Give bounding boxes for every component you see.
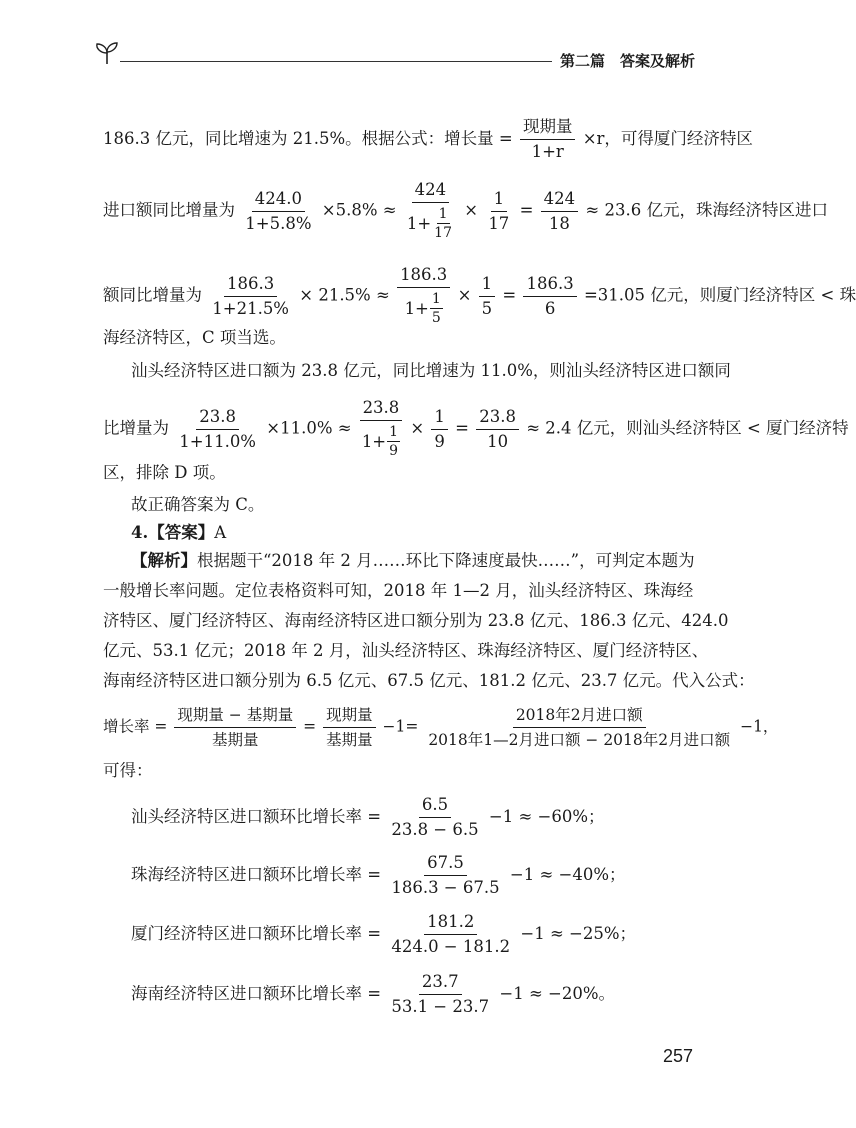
fraction bbox=[209, 274, 292, 319]
answer-label: 4.【答案】 bbox=[131, 523, 215, 542]
fraction-numerator: 186.3 bbox=[224, 274, 277, 297]
fraction-numerator: 23.8 bbox=[196, 407, 239, 430]
para5-line bbox=[103, 398, 849, 460]
page-number: 257 bbox=[663, 1046, 694, 1066]
operator-text: = bbox=[303, 717, 317, 736]
mixed-den: 17 bbox=[434, 225, 452, 241]
fraction bbox=[476, 407, 519, 452]
fraction-denominator: 6 bbox=[544, 298, 556, 318]
result-label: 厦门经济特区进口额环比增长率 = bbox=[131, 924, 382, 943]
answer-value: A bbox=[214, 523, 227, 542]
fraction-denominator: 53.1 − 23.7 bbox=[391, 997, 490, 1016]
fraction-numerator: 2018年2月进口额 bbox=[513, 705, 646, 728]
fraction-numerator: 424 bbox=[412, 180, 450, 203]
result-row bbox=[131, 795, 605, 840]
operator-text: ×11.0% ≈ bbox=[266, 418, 352, 438]
header-title: 第二篇 答案及解析 bbox=[560, 52, 696, 70]
fraction-numerator: 424 bbox=[541, 189, 579, 212]
result-label: 汕头经济特区进口额环比增长率 = bbox=[131, 807, 382, 826]
result-tail: −1 ≈ −40%； bbox=[509, 865, 626, 884]
fraction-denominator: 17 bbox=[488, 213, 510, 233]
fraction-denominator: 1+21.5% bbox=[212, 298, 289, 318]
fraction-denominator: 1+11.0% bbox=[179, 431, 256, 451]
fraction bbox=[541, 189, 579, 234]
fraction bbox=[174, 705, 296, 750]
fraction-numerator: 6.5 bbox=[419, 795, 451, 818]
fraction bbox=[388, 853, 502, 898]
result-tail: −1 ≈ −25%； bbox=[520, 924, 637, 943]
para3-line bbox=[103, 265, 856, 327]
mixed-num: 1 bbox=[389, 424, 399, 440]
operator-text: = bbox=[519, 200, 534, 220]
fraction-numerator: 424.0 bbox=[252, 189, 305, 212]
mixed-den: 5 bbox=[431, 310, 441, 326]
answer4-line bbox=[131, 522, 226, 544]
operator-text: × bbox=[457, 285, 472, 305]
operator-text: × bbox=[464, 200, 479, 220]
operator-text: × 21.5% ≈ bbox=[299, 285, 390, 305]
operator-text: = bbox=[455, 418, 469, 438]
fraction-denominator: 2018年1—2月进口额 − 2018年2月进口额 bbox=[428, 731, 731, 749]
header-rule bbox=[120, 61, 552, 62]
fraction-numerator: 181.2 bbox=[424, 912, 477, 935]
result-label: 珠海经济特区进口额环比增长率 = bbox=[131, 865, 382, 884]
result-row bbox=[131, 972, 615, 1017]
fraction bbox=[485, 189, 512, 234]
fraction-denominator bbox=[359, 421, 403, 460]
para5b-line: 区，排除 D 项。 bbox=[103, 463, 226, 482]
para3b-line: 海经济特区，C 项当选。 bbox=[103, 328, 286, 347]
fraction-numerator: 186.3 bbox=[397, 265, 450, 288]
fraction-denominator: 23.8 − 6.5 bbox=[391, 820, 479, 839]
para1-after: ×r，可得厦门经济特区 bbox=[582, 129, 753, 148]
analysis-label: 【解析】 bbox=[131, 551, 197, 570]
para2-after: ≈ 23.6 亿元，珠海经济特区进口 bbox=[585, 200, 828, 220]
fraction-denominator bbox=[404, 203, 457, 242]
fraction bbox=[523, 274, 576, 319]
analysis-line2: 一般增长率问题。定位表格资料可知，2018 年 1—2 月，汕头经济特区、珠海经 bbox=[103, 581, 694, 600]
fraction bbox=[479, 274, 496, 319]
analysis-line4: 亿元、53.1 亿元；2018 年 2 月，汕头经济特区、珠海经济特区、厦门经济特区、 bbox=[103, 641, 709, 660]
para1-line bbox=[103, 117, 753, 162]
fraction-denominator: 424.0 − 181.2 bbox=[391, 937, 511, 956]
fraction-numerator: 1 bbox=[431, 407, 448, 430]
fraction-numerator: 1 bbox=[491, 189, 508, 212]
fraction-denominator: 5 bbox=[481, 298, 493, 318]
operator-text: = bbox=[502, 285, 517, 305]
sprout-icon bbox=[94, 40, 120, 66]
fraction bbox=[388, 912, 513, 957]
analysis-text: 根据题干“2018 年 2 月……环比下降速度最快……”，可判定本题为 bbox=[197, 551, 695, 570]
fraction bbox=[425, 705, 733, 750]
result-tail: −1 ≈ −20%。 bbox=[499, 984, 616, 1003]
fraction bbox=[397, 265, 450, 327]
mixed-int: 1+ bbox=[404, 298, 429, 318]
fraction-denominator: 1+5.8% bbox=[245, 213, 312, 233]
para4-line: 汕头经济特区进口额为 23.8 亿元，同比增速为 11.0%，则汕头经济特区进口额同 bbox=[131, 361, 731, 380]
fraction-numerator: 现期量 bbox=[520, 117, 576, 140]
result-row bbox=[131, 912, 636, 957]
para3-lead: 额同比增量为 bbox=[103, 285, 202, 305]
operator-text: ×5.8% ≈ bbox=[321, 200, 397, 220]
mixed-num: 1 bbox=[438, 206, 448, 222]
growth-amount-fraction bbox=[520, 117, 576, 162]
para5-lead: 比增量为 bbox=[103, 418, 169, 438]
fraction-denominator bbox=[402, 288, 446, 327]
fraction-numerator: 23.8 bbox=[476, 407, 519, 430]
fraction-denominator: 186.3 − 67.5 bbox=[391, 878, 500, 897]
para3-after: =31.05 亿元，则厦门经济特区 < 珠 bbox=[583, 285, 856, 305]
fraction bbox=[388, 972, 492, 1017]
fraction-denominator: 基期量 bbox=[326, 731, 373, 749]
analysis-line5: 海南经济特区进口额分别为 6.5 亿元、67.5 亿元、181.2 亿元、23.7 亿元。代入公式： bbox=[103, 671, 755, 690]
fraction bbox=[176, 407, 259, 452]
result-row bbox=[131, 853, 626, 898]
fraction bbox=[323, 705, 376, 750]
fraction bbox=[388, 795, 481, 840]
fraction bbox=[431, 407, 448, 452]
fraction bbox=[404, 180, 457, 242]
para6-line: 故正确答案为 C。 bbox=[131, 495, 265, 514]
operator-text: −1= bbox=[382, 717, 419, 736]
growth-formula-line bbox=[103, 705, 778, 750]
result-tail: −1 ≈ −60%； bbox=[488, 807, 605, 826]
fraction-numerator: 现期量 − 基期量 bbox=[174, 705, 296, 728]
result-label: 海南经济特区进口额环比增长率 = bbox=[131, 984, 382, 1003]
fraction-denominator: 1+r bbox=[531, 142, 564, 161]
fraction-numerator: 186.3 bbox=[523, 274, 576, 297]
para2-line bbox=[103, 180, 828, 242]
mixed-int: 1+ bbox=[361, 431, 387, 451]
analysis-line1 bbox=[131, 550, 695, 572]
fraction-numerator: 23.7 bbox=[419, 972, 462, 995]
fraction-numerator: 1 bbox=[479, 274, 496, 297]
fraction-numerator: 23.8 bbox=[360, 398, 403, 421]
fraction-numerator: 现期量 bbox=[323, 705, 376, 728]
fraction-denominator: 18 bbox=[548, 213, 570, 233]
formula-lead: 增长率 = bbox=[103, 717, 168, 736]
mixed-num: 1 bbox=[431, 291, 441, 307]
fraction-numerator: 67.5 bbox=[424, 853, 467, 876]
analysis-line3: 济特区、厦门经济特区、海南经济特区进口额分别为 23.8 亿元、186.3 亿元、424.0 bbox=[103, 611, 729, 630]
mixed-den: 9 bbox=[389, 443, 399, 459]
fraction-denominator: 10 bbox=[487, 431, 509, 451]
mixed-int: 1+ bbox=[406, 213, 432, 233]
para5-after: ≈ 2.4 亿元，则汕头经济特区 < 厦门经济特 bbox=[526, 418, 849, 438]
fraction bbox=[242, 189, 314, 234]
operator-text: × bbox=[410, 418, 425, 438]
fraction bbox=[359, 398, 403, 460]
formula-tail: −1， bbox=[740, 717, 779, 736]
para2-lead: 进口额同比增量为 bbox=[103, 200, 235, 220]
fraction-denominator: 基期量 bbox=[212, 731, 259, 749]
para1-lead: 186.3 亿元，同比增速为 21.5%。根据公式：增长量 = bbox=[103, 129, 513, 148]
kede-line: 可得： bbox=[103, 761, 153, 780]
fraction-denominator: 9 bbox=[434, 431, 445, 451]
